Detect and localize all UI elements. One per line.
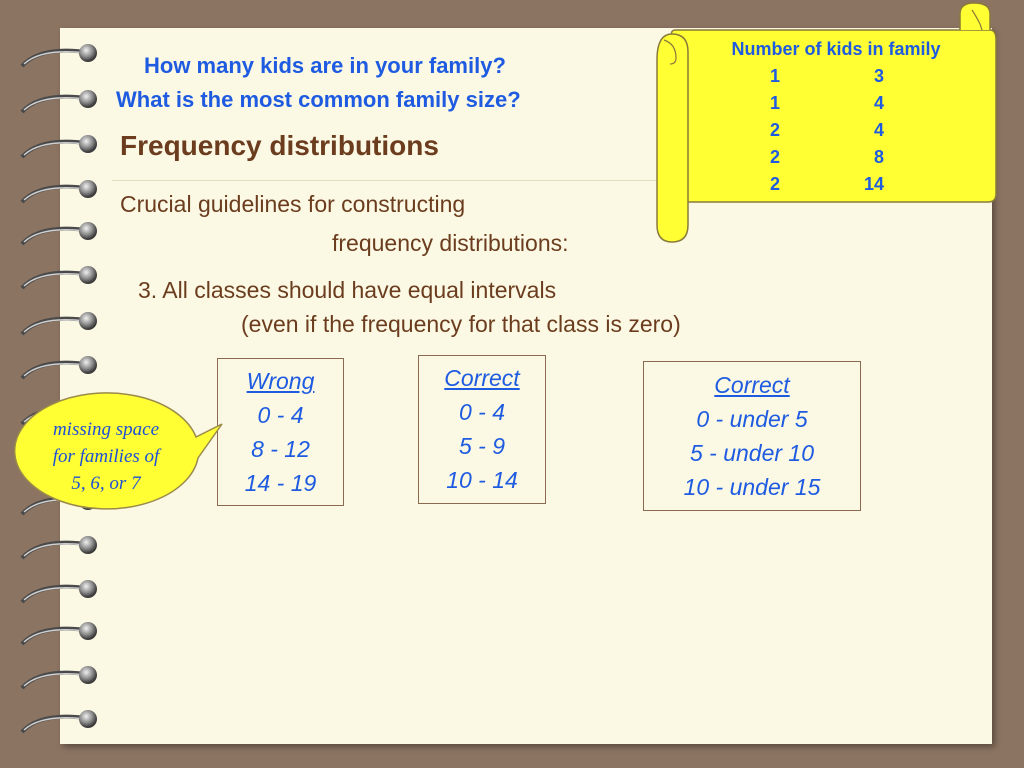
scroll-row: [684, 90, 984, 117]
kids-count: 4: [873, 120, 884, 140]
slide-title: Frequency distributions: [120, 130, 439, 161]
callout-line-2: for families of: [52, 446, 160, 467]
class-interval: 8 - 12: [251, 436, 310, 462]
class-interval: 5 - under 10: [689, 440, 815, 466]
scroll-content: [684, 36, 984, 198]
scroll-row: [684, 171, 984, 198]
spiral-wire-highlight: [24, 718, 84, 730]
callout-line-1: missing space: [52, 419, 160, 440]
guidelines-line-2: frequency distributions:: [332, 230, 569, 256]
class-interval: 0 - 4: [257, 402, 304, 428]
class-interval: 10 - under 15: [683, 474, 821, 500]
guidelines-line-1: Crucial guidelines for constructing: [120, 191, 466, 217]
spiral-wire-highlight: [24, 588, 84, 600]
question-line-2: What is the most common family size?: [116, 87, 521, 112]
box-header: Correct: [714, 372, 790, 398]
spiral-ring: [79, 622, 97, 640]
question-line-1: How many kids are in your family?: [144, 53, 506, 78]
rule-line-2: (even if the frequency for that class is zero): [241, 311, 681, 337]
rule-line-1: 3. All classes should have equal intervals: [138, 277, 557, 303]
scroll-row: [684, 144, 984, 171]
kids-count: 4: [873, 93, 884, 113]
family-id: 1: [769, 93, 780, 113]
correct-example-box-2: [643, 361, 861, 511]
spiral-ring: [79, 666, 97, 684]
spiral-wire-highlight: [24, 674, 84, 686]
spiral-ring: [79, 580, 97, 598]
spiral-ring: [79, 710, 97, 728]
class-interval: 14 - 19: [244, 470, 317, 496]
family-id: 1: [769, 66, 780, 86]
spiral-wire-highlight: [24, 630, 84, 642]
box-header: Wrong: [246, 368, 315, 394]
spiral-wire-highlight: [24, 544, 84, 556]
scroll-row: [684, 117, 984, 144]
scroll-header: Number of kids in family: [731, 39, 941, 59]
family-id: 2: [769, 120, 780, 140]
callout-text: [26, 416, 186, 497]
kids-count: 3: [873, 66, 884, 86]
kids-count: 14: [863, 174, 884, 194]
spiral-ring: [79, 536, 97, 554]
family-id: 2: [769, 174, 780, 194]
box-header: Correct: [444, 365, 520, 391]
scroll-row: [684, 63, 984, 90]
class-interval: 10 - 14: [446, 467, 518, 493]
class-interval: 5 - 9: [458, 433, 506, 459]
callout-line-3: 5, 6, or 7: [71, 473, 141, 494]
class-interval: 0 - under 5: [696, 406, 808, 432]
class-interval: 0 - 4: [458, 399, 506, 425]
correct-example-box-1: [418, 355, 546, 504]
kids-count: 8: [873, 147, 884, 167]
family-id: 2: [769, 147, 780, 167]
